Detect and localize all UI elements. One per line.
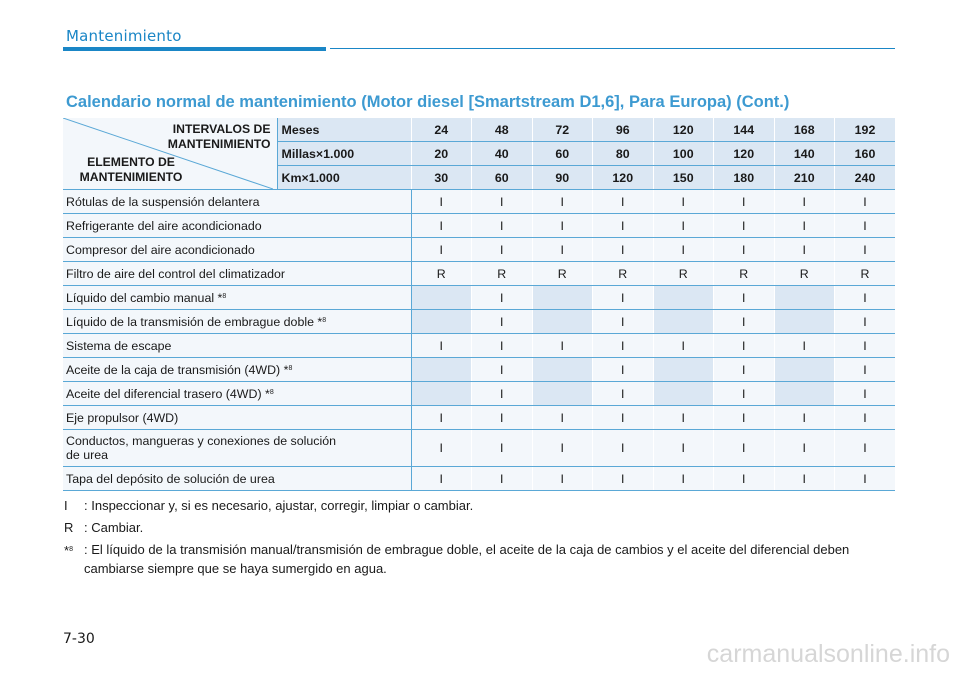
interval-value: 210 [774,166,835,190]
interval-value: 60 [532,142,593,166]
interval-row [63,118,895,142]
legend-note [64,518,899,537]
schedule-cell [532,358,593,382]
table-row [63,382,895,406]
maintenance-item [63,310,411,334]
maintenance-item-label: Líquido de la transmisión de embrague doble * [66,314,323,329]
maintenance-item-label: Filtro de aire del control del climatizador [66,266,285,281]
schedule-cell: R [774,262,835,286]
schedule-cell: I [472,430,533,467]
table-row [63,334,895,358]
schedule-cell: I [593,334,654,358]
maintenance-item [63,190,411,214]
schedule-cell: R [714,262,775,286]
schedule-cell: I [653,430,714,467]
schedule-cell: R [593,262,654,286]
maintenance-item [63,430,411,467]
legend-key [64,518,84,537]
schedule-cell: I [532,467,593,491]
legend-notes [64,496,899,581]
table-row [63,310,895,334]
schedule-cell: I [532,334,593,358]
interval-value: 60 [472,166,533,190]
schedule-cell: I [593,238,654,262]
interval-value: 120 [653,118,714,142]
maintenance-item [63,467,411,491]
schedule-cell [653,358,714,382]
schedule-cell: I [714,214,775,238]
schedule-cell: I [653,467,714,491]
schedule-cell: I [774,467,835,491]
legend-key-symbol: R [64,520,74,535]
schedule-cell: I [593,406,654,430]
interval-value: 72 [532,118,593,142]
interval-row-label: Millas×1.000 [277,142,411,166]
maintenance-item [63,262,411,286]
schedule-cell: I [472,358,533,382]
interval-row-label: Km×1.000 [277,166,411,190]
interval-value: 40 [472,142,533,166]
schedule-cell [774,382,835,406]
maintenance-item [63,214,411,238]
interval-value: 168 [774,118,835,142]
legend-text: : El líquido de la transmisión manual/transmisión de embrague doble, el aceite de la caja de cambios y el aceite del diferencial deben cambiarse siempre que se haya sumergido en agua. [84,542,850,576]
footnote-marker: 8 [222,292,227,300]
schedule-cell: R [411,262,472,286]
schedule-cell [774,358,835,382]
schedule-cell: I [653,406,714,430]
schedule-cell: I [774,190,835,214]
maintenance-item [63,358,411,382]
table-row [63,467,895,491]
interval-value: 96 [593,118,654,142]
table-row [63,358,895,382]
schedule-cell: I [714,334,775,358]
schedule-cell: I [593,467,654,491]
schedule-cell: I [774,406,835,430]
schedule-cell: I [411,430,472,467]
legend-note [64,540,899,578]
interval-value: 20 [411,142,472,166]
maintenance-item [63,238,411,262]
interval-value: 120 [714,142,775,166]
schedule-cell: I [714,358,775,382]
legend-key-symbol: I [64,498,68,513]
schedule-cell: I [714,238,775,262]
interval-row-label: Meses [277,118,411,142]
legend-text: : Inspeccionar y, si es necesario, ajustar, corregir, limpiar o cambiar. [84,498,474,513]
corner-items-label: ELEMENTO DE MANTENIMIENTO [79,155,183,184]
schedule-cell: I [411,238,472,262]
schedule-cell [411,382,472,406]
interval-value: 24 [411,118,472,142]
schedule-cell: I [714,430,775,467]
schedule-cell: I [774,238,835,262]
schedule-cell: I [411,190,472,214]
interval-value: 144 [714,118,775,142]
schedule-cell: I [714,190,775,214]
schedule-cell [774,310,835,334]
schedule-cell: I [472,214,533,238]
schedule-cell: I [835,286,896,310]
schedule-cell: I [472,467,533,491]
footnote-marker: 8 [322,316,327,324]
schedule-cell: I [593,358,654,382]
interval-value: 100 [653,142,714,166]
table-row [63,190,895,214]
header-bar-thick [63,47,326,51]
schedule-cell [653,382,714,406]
table-row [63,262,895,286]
interval-value: 160 [835,142,896,166]
schedule-cell: I [472,286,533,310]
interval-value: 150 [653,166,714,190]
interval-value: 30 [411,166,472,190]
schedule-cell: I [714,406,775,430]
schedule-cell: I [835,358,896,382]
footnote-marker: 8 [269,388,274,396]
watermark: carmanualsonline.info [706,640,950,668]
schedule-cell: I [774,430,835,467]
schedule-cell [532,382,593,406]
table-row [63,238,895,262]
schedule-cell [411,286,472,310]
maintenance-item-label: Líquido del cambio manual * [66,290,223,305]
maintenance-item [63,406,411,430]
maintenance-item-label: Compresor del aire acondicionado [66,242,255,257]
schedule-cell: I [714,310,775,334]
maintenance-table [63,118,895,491]
schedule-cell: I [653,334,714,358]
maintenance-item [63,286,411,310]
schedule-cell: R [532,262,593,286]
schedule-cell: I [774,214,835,238]
maintenance-item-label: Aceite del diferencial trasero (4WD) * [66,386,270,401]
schedule-cell: I [593,214,654,238]
maintenance-item [63,334,411,358]
schedule-cell: I [532,406,593,430]
schedule-cell: I [532,214,593,238]
schedule-cell: I [411,214,472,238]
schedule-cell: I [593,430,654,467]
schedule-cell: I [593,382,654,406]
table-row [63,406,895,430]
schedule-cell: I [714,286,775,310]
maintenance-item-label: Sistema de escape [66,338,172,353]
interval-value: 90 [532,166,593,190]
table-row [63,214,895,238]
page-title: Calendario normal de mantenimiento (Motor diesel [Smartstream D1,6], Para Europa) (Cont.) [66,93,790,111]
schedule-cell [411,358,472,382]
interval-value: 140 [774,142,835,166]
schedule-cell: I [714,382,775,406]
schedule-cell: I [472,382,533,406]
schedule-cell: I [532,238,593,262]
schedule-cell: R [653,262,714,286]
interval-value: 192 [835,118,896,142]
legend-key-symbol: * [64,543,70,558]
maintenance-item-label: Eje propulsor (4WD) [66,410,179,425]
schedule-cell: I [835,190,896,214]
maintenance-item-label-line2: de urea [66,448,109,462]
maintenance-item-label: Tapa del depósito de solución de urea [66,471,275,486]
schedule-cell: I [593,286,654,310]
maintenance-item-label: Refrigerante del aire acondicionado [66,218,262,233]
schedule-cell: I [411,467,472,491]
schedule-cell [532,286,593,310]
schedule-cell: I [653,190,714,214]
schedule-cell [653,310,714,334]
schedule-cell: I [532,430,593,467]
footnote-marker: 8 [288,364,293,372]
header-bar-thin [330,48,895,49]
footnote-marker: 8 [69,546,73,553]
interval-value: 80 [593,142,654,166]
schedule-cell [653,286,714,310]
schedule-cell: I [593,310,654,334]
schedule-cell: I [411,406,472,430]
schedule-cell: I [593,190,654,214]
schedule-cell: I [411,334,472,358]
schedule-cell [411,310,472,334]
table-row [63,430,895,467]
schedule-cell: I [835,334,896,358]
schedule-cell: I [835,214,896,238]
legend-text: : Cambiar. [84,520,144,535]
schedule-cell: I [653,214,714,238]
maintenance-item-label: Rótulas de la suspensión delantera [66,194,260,209]
schedule-cell: I [835,406,896,430]
schedule-cell [774,286,835,310]
schedule-cell: I [472,334,533,358]
schedule-cell: I [472,406,533,430]
schedule-cell: I [472,190,533,214]
schedule-cell: R [835,262,896,286]
interval-value: 240 [835,166,896,190]
table-row [63,286,895,310]
table-corner-header [63,118,277,190]
schedule-cell: I [714,467,775,491]
interval-value: 180 [714,166,775,190]
schedule-cell: I [835,310,896,334]
section-title: Mantenimiento [66,27,182,45]
schedule-cell [532,310,593,334]
schedule-cell: I [774,334,835,358]
interval-value: 48 [472,118,533,142]
schedule-cell: I [835,430,896,467]
schedule-cell: I [835,382,896,406]
schedule-cell: I [472,238,533,262]
legend-key [64,540,84,578]
legend-note [64,496,899,515]
page-number: 7-30 [63,631,95,647]
maintenance-item-label: Aceite de la caja de transmisión (4WD) * [66,362,289,377]
maintenance-item [63,382,411,406]
schedule-cell: I [532,190,593,214]
interval-value: 120 [593,166,654,190]
schedule-cell: R [472,262,533,286]
legend-key [64,496,84,515]
schedule-cell: I [835,238,896,262]
maintenance-item-label: Conductos, mangueras y conexiones de solución [66,434,337,448]
schedule-cell: I [835,467,896,491]
corner-intervals-label: INTERVALOS DE MANTENIMIENTO [167,122,271,151]
schedule-cell: I [472,310,533,334]
schedule-cell: I [653,238,714,262]
